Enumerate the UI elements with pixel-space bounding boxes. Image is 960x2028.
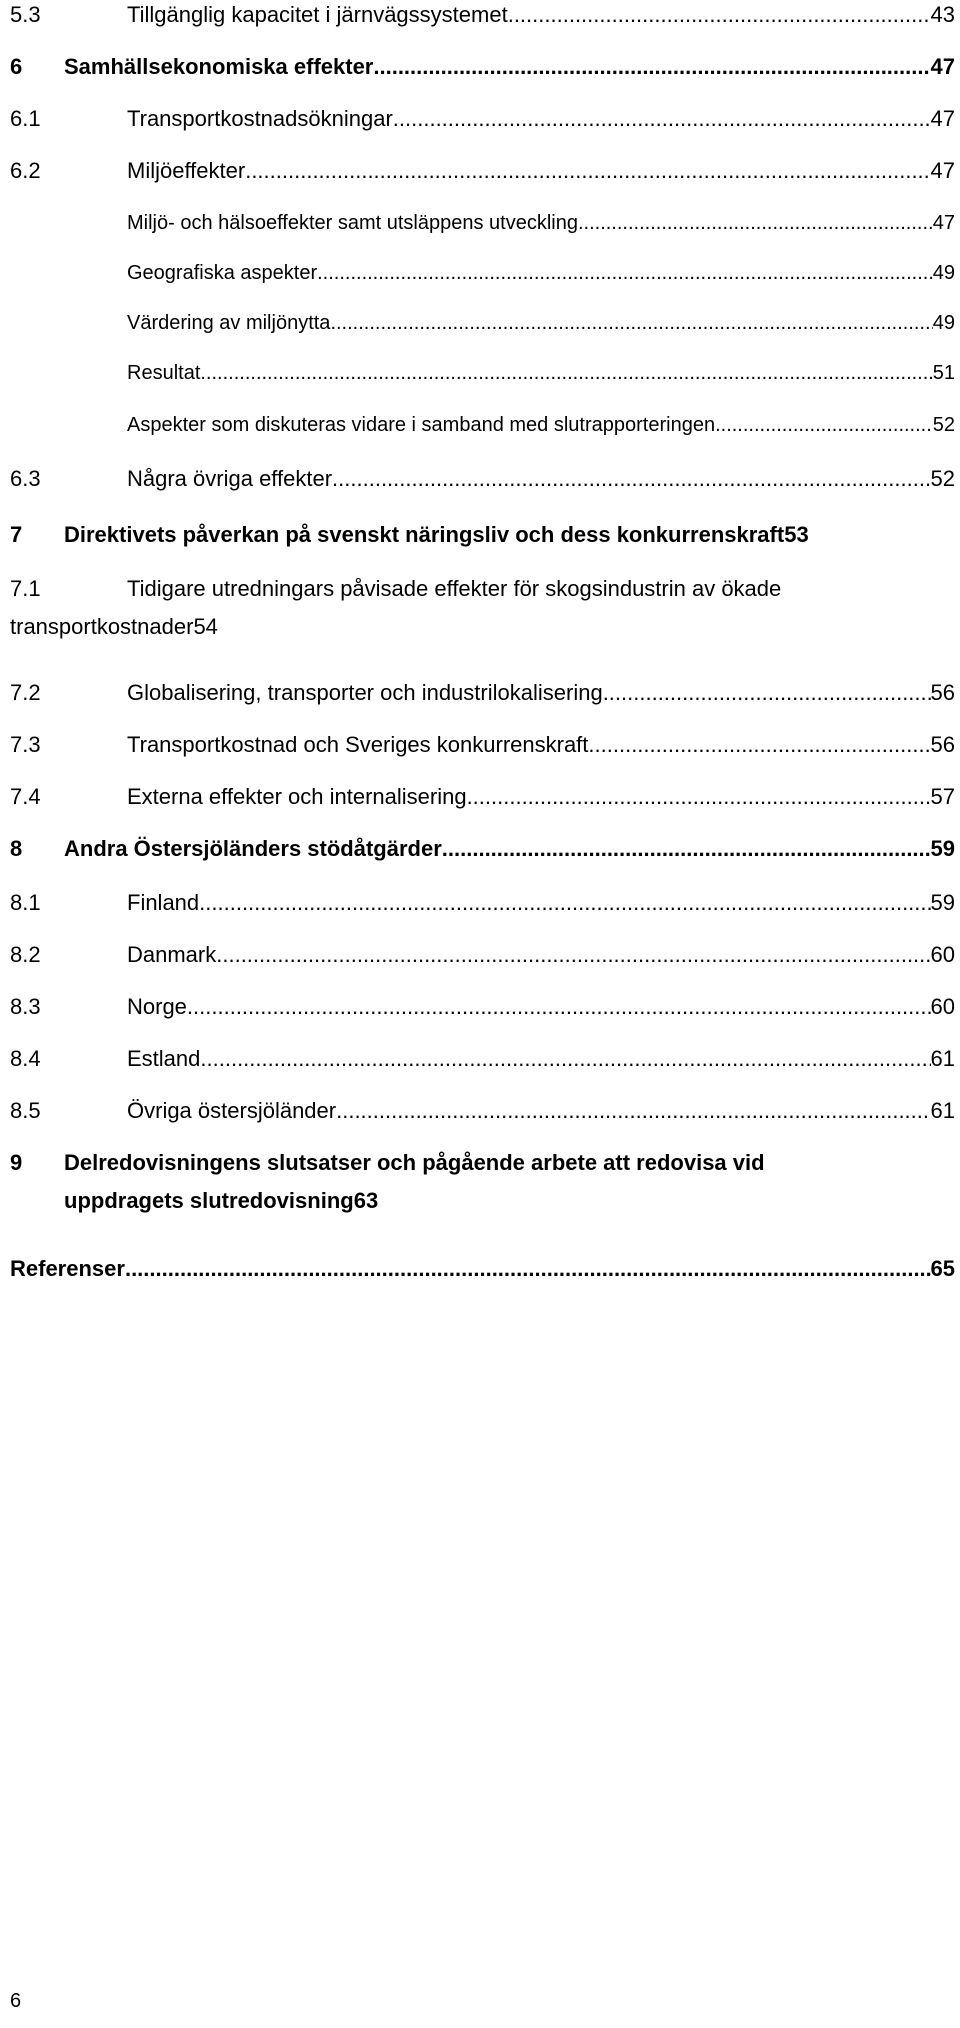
toc-entry-sub-4[interactable] — [10, 362, 955, 385]
dot-leader — [508, 2, 931, 28]
toc-entry-8[interactable] — [10, 836, 955, 862]
dot-leader — [125, 1256, 931, 1282]
toc-title: Tidigare utredningars påvisade effekter för skogsindustrin av ökade — [127, 576, 782, 601]
dot-leader — [332, 466, 930, 492]
dot-leader — [187, 994, 931, 1020]
toc-entry-sub-3[interactable] — [10, 312, 955, 335]
toc-page: 52 — [932, 414, 955, 436]
toc-title: Transportkostnadsökningar — [127, 106, 393, 131]
toc-number: 6.3 — [10, 466, 41, 491]
toc-title: Aspekter som diskuteras vidare i samband med slutrapporteringen — [127, 414, 716, 436]
toc-page: 61 — [930, 1046, 955, 1071]
page-number: 6 — [10, 1990, 22, 2012]
dot-leader — [603, 680, 931, 706]
toc-title: Referenser — [10, 1256, 125, 1281]
toc-page: 57 — [930, 784, 955, 809]
dot-leader — [715, 414, 933, 437]
toc-entry-7-1[interactable] — [10, 576, 955, 640]
toc-entry-5-3[interactable] — [10, 2, 955, 28]
toc-title: Miljöeffekter — [127, 158, 246, 183]
toc-title: Värdering av miljönytta — [127, 312, 331, 334]
toc-line-1 — [10, 576, 955, 602]
toc-number: 9 — [10, 1150, 23, 1175]
toc-page: 52 — [930, 466, 955, 491]
toc-number: 6.2 — [10, 158, 41, 183]
toc-page: 56 — [930, 732, 955, 757]
dot-leader — [336, 1098, 930, 1124]
toc-number: 6.1 — [10, 106, 41, 131]
toc-page: 53 — [784, 522, 809, 547]
toc-title: Globalisering, transporter och industrilokalisering — [127, 680, 603, 705]
toc-page: 47 — [930, 54, 955, 79]
toc-page: 51 — [932, 362, 955, 384]
toc-entry-8-5[interactable] — [10, 1098, 955, 1124]
toc-number: 7.4 — [10, 784, 41, 809]
toc-page: 47 — [932, 212, 955, 234]
toc-title: Norge — [127, 994, 187, 1019]
toc-entry-8-3[interactable] — [10, 994, 955, 1020]
toc-entry-sub-2[interactable] — [10, 262, 955, 285]
toc-title: Några övriga effekter — [127, 466, 333, 491]
toc-title-continued: uppdragets slutredovisning — [64, 1188, 354, 1213]
toc-entry-sub-5[interactable] — [10, 414, 955, 437]
toc-entry-7-2[interactable] — [10, 680, 955, 706]
toc-title: Delredovisningens slutsatser och pågående arbete att redovisa vid — [64, 1150, 765, 1175]
toc-title: Tillgänglig kapacitet i järnvägssystemet — [127, 2, 508, 27]
toc-title: Samhällsekonomiska effekter — [64, 54, 374, 79]
toc-entry-6-2[interactable] — [10, 158, 955, 184]
toc-title: Finland — [127, 890, 200, 915]
toc-number: 8.4 — [10, 1046, 41, 1071]
toc-page: 65 — [930, 1256, 955, 1281]
dot-leader — [330, 312, 932, 335]
toc-title: Geografiska aspekter — [127, 262, 318, 284]
toc-number: 8.2 — [10, 942, 41, 967]
toc-entry-8-1[interactable] — [10, 890, 955, 916]
toc-entry-6[interactable] — [10, 54, 955, 80]
toc-title: Miljö- och hälsoeffekter samt utsläppens utveckling — [127, 212, 578, 234]
dot-leader — [216, 942, 930, 968]
toc-entry-8-2[interactable] — [10, 942, 955, 968]
toc-number: 5.3 — [10, 2, 41, 27]
toc-title: Estland — [127, 1046, 201, 1071]
toc-entry-9[interactable] — [10, 1150, 955, 1214]
toc-entry-6-3[interactable] — [10, 466, 955, 492]
toc-entry-references[interactable] — [10, 1256, 955, 1282]
toc-page: 47 — [930, 106, 955, 131]
toc-title: Övriga östersjöländer — [127, 1098, 337, 1123]
dot-leader — [442, 836, 931, 862]
toc-page: 49 — [932, 312, 955, 334]
dot-leader — [199, 890, 930, 916]
toc-page: 61 — [930, 1098, 955, 1123]
toc-title: Externa effekter och internalisering — [127, 784, 467, 809]
toc-page: 60 — [930, 994, 955, 1019]
toc-number: 7.1 — [10, 576, 41, 601]
toc-number: 8.3 — [10, 994, 41, 1019]
toc-number: 7.3 — [10, 732, 41, 757]
toc-line-2 — [10, 614, 955, 640]
dot-leader — [578, 212, 933, 235]
toc-entry-6-1[interactable] — [10, 106, 955, 132]
toc-page: 47 — [930, 158, 955, 183]
toc-number: 8 — [10, 836, 23, 861]
toc-entry-7-4[interactable] — [10, 784, 955, 810]
dot-leader — [200, 362, 932, 385]
dot-leader — [245, 158, 930, 184]
dot-leader — [467, 784, 931, 810]
toc-number: 7.2 — [10, 680, 41, 705]
toc-page: 49 — [932, 262, 955, 284]
toc-title: Direktivets påverkan på svenskt näringsliv och dess konkurrenskraft — [64, 522, 785, 547]
toc-page: 60 — [930, 942, 955, 967]
toc-title: Danmark — [127, 942, 217, 967]
toc-number: 7 — [10, 522, 23, 547]
dot-leader — [200, 1046, 930, 1072]
toc-page: 54 — [193, 614, 218, 639]
dot-leader — [595, 732, 931, 758]
toc-title: Transportkostnad och Sveriges konkurrenskraft. — [127, 732, 595, 757]
toc-page: 56 — [930, 680, 955, 705]
toc-entry-7[interactable] — [10, 522, 955, 548]
toc-line-1 — [10, 1150, 955, 1176]
toc-page: 63 — [353, 1188, 379, 1213]
toc-page: 59 — [930, 836, 955, 861]
toc-entry-sub-1[interactable] — [10, 212, 955, 235]
toc-line-2 — [10, 1188, 955, 1214]
toc-page: 43 — [930, 2, 955, 27]
toc-number: 8.1 — [10, 890, 41, 915]
dot-leader — [393, 106, 931, 132]
dot-leader — [373, 54, 930, 80]
toc-number: 6 — [10, 54, 23, 79]
toc-entry-8-4[interactable] — [10, 1046, 955, 1072]
toc-page: 59 — [930, 890, 955, 915]
toc-title: Resultat — [127, 362, 201, 384]
toc-number: 8.5 — [10, 1098, 41, 1123]
toc-title: Andra Östersjöländers stödåtgärder — [64, 836, 442, 861]
dot-leader — [317, 262, 933, 285]
toc-title-continued: transportkostnader — [10, 614, 194, 639]
toc-entry-7-3[interactable] — [10, 732, 955, 758]
